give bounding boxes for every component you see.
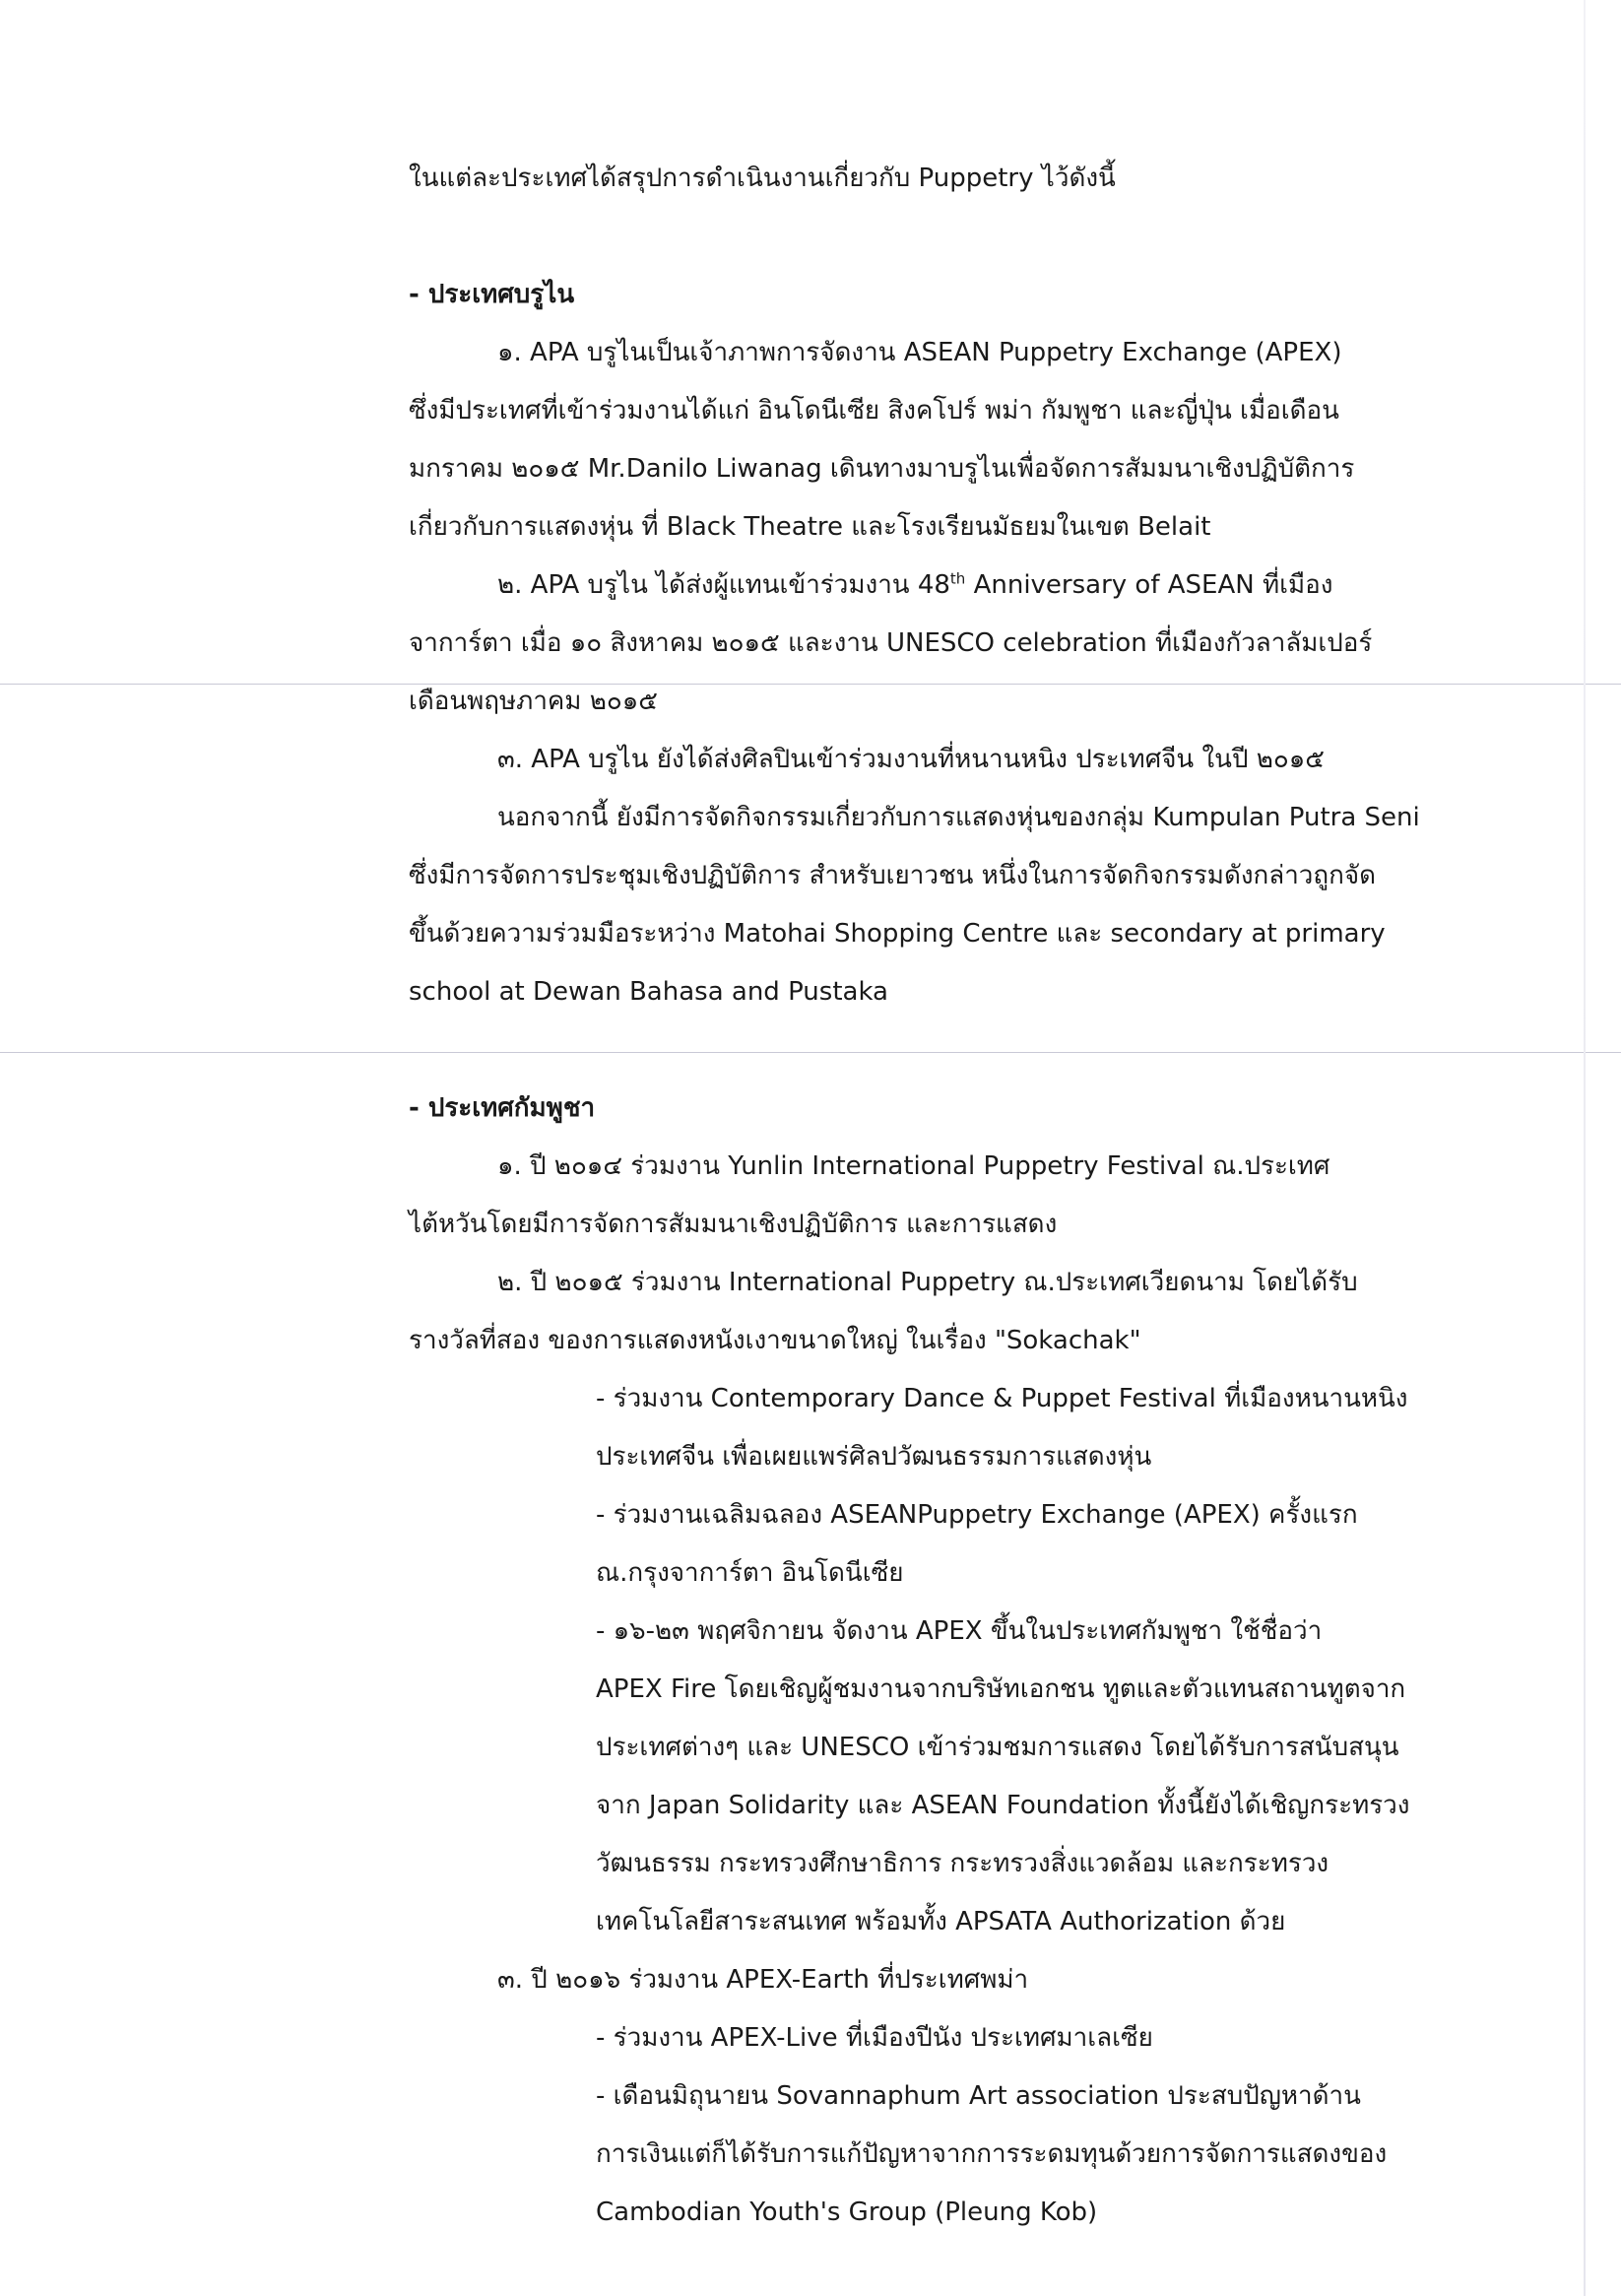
text-line: - เดือนมิถุนายน Sovannaphum Art association ประสบปัญหาด้าน [596,2081,1361,2111]
text-line: ซึ่งมีประเทศที่เข้าร่วมงานได้แก่ อินโดนีเซีย สิงคโปร์ พม่า กัมพูชา และญี่ปุ่น เมื่อเดือน [409,396,1339,426]
text-line: Cambodian Youth's Group (Pleung Kob) [596,2198,1098,2227]
text-line: จาก Japan Solidarity และ ASEAN Foundation ทั้งนี้ยังได้เชิญกระทรวง [596,1791,1410,1820]
text-line: เทคโนโลยีสาระสนเทศ พร้อมทั้ง APSATA Authorization ด้วย [596,1907,1286,1936]
text-line: ขึ้นด้วยความร่วมมือระหว่าง Matohai Shopping Centre และ secondary at primary [409,919,1386,949]
scan-edge-shadow [1584,0,1586,2296]
section-heading-brunei: - ประเทศบรูไน [409,280,575,309]
text-line: - ๑๖-๒๓ พฤศจิกายน จัดงาน APEX ขึ้นในประเทศกัมพูชา ใช้ชื่อว่า [596,1616,1323,1646]
text-line: ๑. APA บรูไนเป็นเจ้าภาพการจัดงาน ASEAN Puppetry Exchange (APEX) [497,338,1342,367]
text-fragment: Anniversary of ASEAN ที่เมือง [965,570,1333,600]
text-line: จาการ์ตา เมื่อ ๑๐ สิงหาคม ๒๐๑๕ และงาน UNESCO celebration ที่เมืองกัวลาลัมเปอร์ [409,628,1373,658]
text-line: ๒. ปี ๒๐๑๕ ร่วมงาน International Puppetry ณ.ประเทศเวียดนาม โดยได้รับ [497,1268,1358,1297]
text-line: - ร่วมงาน Contemporary Dance & Puppet Festival ที่เมืองหนานหนิง [596,1384,1408,1413]
text-line [409,557,1492,615]
text-line: ไต้หวันโดยมีการจัดการสัมมนาเชิงปฏิบัติการ และการแสดง [409,1210,1058,1239]
section-heading-cambodia: - ประเทศกัมพูชา [409,1093,596,1123]
text-line: ๓. APA บรูไน ยังได้ส่งศิลปินเข้าร่วมงานที่หนานหนิง ประเทศจีน ในปี ๒๐๑๕ [497,745,1325,774]
text-line: ซึ่งมีการจัดการประชุมเชิงปฏิบัติการ สำหรับเยาวชน หนึ่งในการจัดกิจกรรมดังกล่าวถูกจัด [409,861,1377,890]
document-body [409,150,1492,2242]
text-line: เดือนพฤษภาคม ๒๐๑๕ [409,687,658,716]
text-line: ๑. ปี ๒๐๑๔ ร่วมงาน Yunlin International Puppetry Festival ณ.ประเทศ [497,1151,1330,1181]
text-line: วัฒนธรรม กระทรวงศึกษาธิการ กระทรวงสิ่งแวดล้อม และกระทรวง [596,1849,1329,1878]
text-line: นอกจากนี้ ยังมีการจัดกิจกรรมเกี่ยวกับการแสดงหุ่นของกลุ่ม Kumpulan Putra Seni [497,803,1420,832]
text-line: ประเทศจีน เพื่อเผยแพร่ศิลปวัฒนธรรมการแสดงหุ่น [596,1442,1152,1472]
text-line: ประเทศต่างๆ และ UNESCO เข้าร่วมชมการแสดง โดยได้รับการสนับสนุน [596,1733,1399,1762]
text-line: เกี่ยวกับการแสดงหุ่น ที่ Black Theatre และโรงเรียนมัธยมในเขต Belait [409,512,1211,542]
text-line: - ร่วมงานเฉลิมฉลอง ASEANPuppetry Exchange (APEX) ครั้งแรก [596,1500,1358,1530]
text-line: APEX Fire โดยเชิญผู้ชมงานจากบริษัทเอกชน ทูตและตัวแทนสถานทูตจาก [596,1674,1406,1704]
text-line: ๓. ปี ๒๐๑๖ ร่วมงาน APEX-Earth ที่ประเทศพม่า [497,1965,1029,1995]
text-line: รางวัลที่สอง ของการแสดงหนังเงาขนาดใหญ่ ในเรื่อง "Sokachak" [409,1326,1141,1355]
text-fragment: ๒. APA บรูไน ได้ส่งผู้แทนเข้าร่วมงาน 48 [497,570,950,600]
text-line: school at Dewan Bahasa and Pustaka [409,977,888,1007]
text-line: มกราคม ๒๐๑๕ Mr.Danilo Liwanag เดินทางมาบรูไนเพื่อจัดการสัมมนาเชิงปฏิบัติการ [409,454,1355,484]
intro-line: ในแต่ละประเทศได้สรุปการดำเนินงานเกี่ยวกับ Puppetry ไว้ดังนี้ [409,164,1116,193]
text-line: ณ.กรุงจาการ์ตา อินโดนีเซีย [596,1558,904,1588]
text-line: การเงินแต่ก็ได้รับการแก้ปัญหาจากการระดมทุนด้วยการจัดการแสดงของ [596,2139,1388,2169]
text-line: - ร่วมงาน APEX-Live ที่เมืองปีนัง ประเทศมาเลเซีย [596,2023,1153,2053]
ordinal-superscript: th [949,569,966,588]
